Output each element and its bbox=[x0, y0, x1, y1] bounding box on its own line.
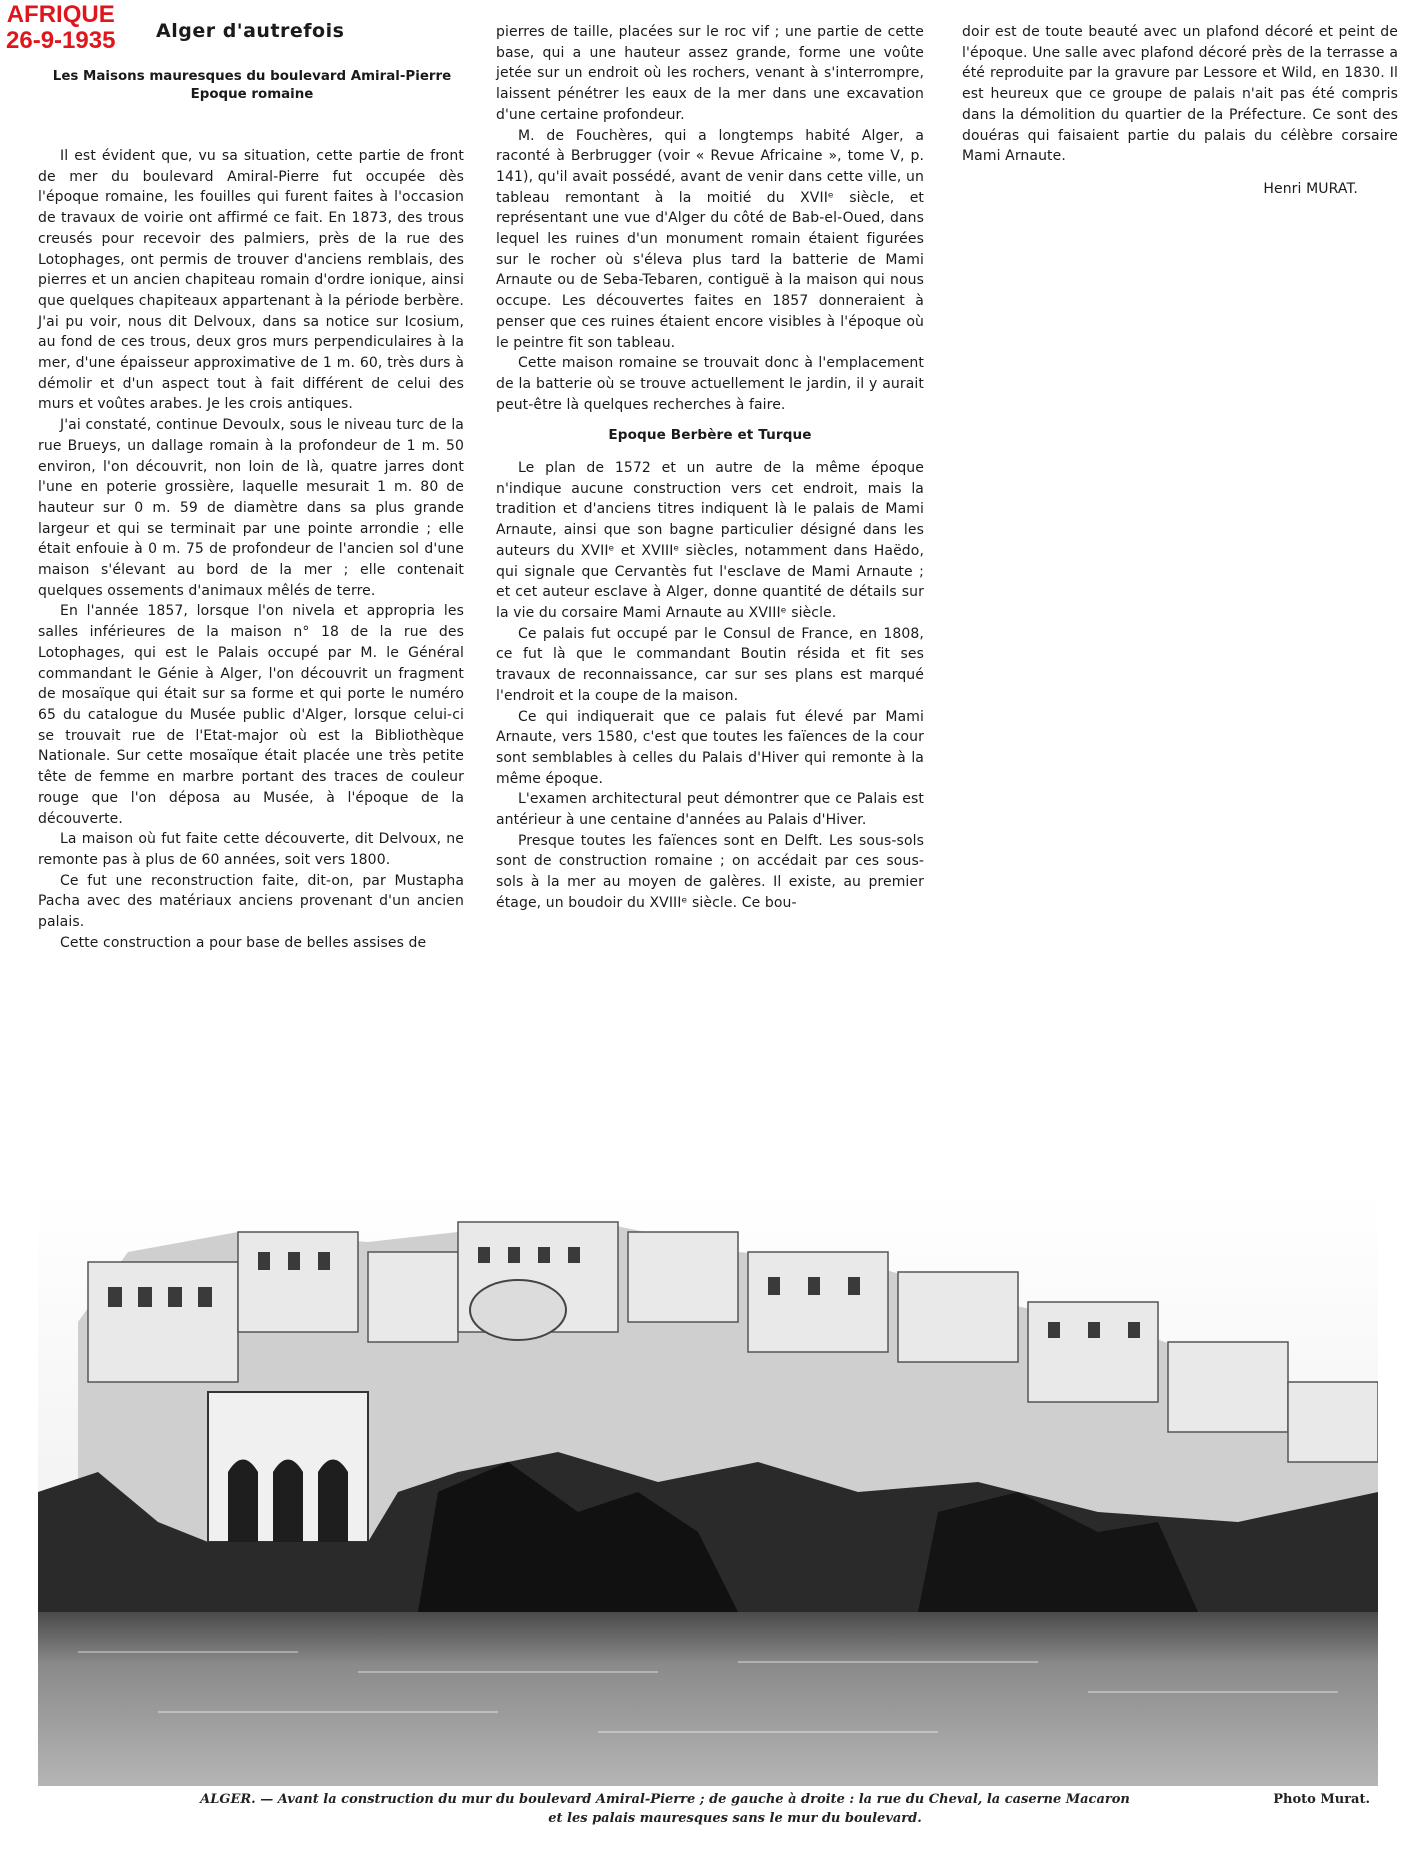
author-signature: Henri MURAT. bbox=[1263, 180, 1358, 197]
paragraph: La maison où fut faite cette découverte, dit Delvoux, ne remonte pas à plus de 60 années, soit vers 1800. bbox=[38, 831, 464, 868]
caption-line-2: et les palais mauresques sans le mur du boulevard. bbox=[548, 1811, 922, 1826]
text-column-3 bbox=[962, 22, 1398, 200]
text-column-2 bbox=[496, 22, 924, 914]
paragraph: En l'année 1857, lorsque l'on nivela et appropria les salles inférieures de la maison n° 18 de la rue des Lotophages, qui est le Palais occupé par M. le Général commandant le Génie à Alger, l'on découvrit un fragment de mosaïque qui était sur sa forme et qui porte le numéro 65 du catalogue du Musée public d'Alger, lorsque celui-ci se trouvait rue de l'Etat-major où est la Bibliothèque Nationale. Sur cette mosaïque était placée une très petite tête de femme en marbre portant des traces de couleur rouge que l'on déposa au Musée, à l'époque de la découverte. bbox=[38, 603, 464, 827]
subtitle-line-2: Epoque romaine bbox=[190, 87, 314, 102]
paragraph: Ce qui indiquerait que ce palais fut élevé par Mami Arnaute, vers 1580, c'est que toutes les faïences de la cour sont semblables à celles du Palais d'Hiver qui remonte à la même époque. bbox=[496, 708, 924, 787]
subtitle-line-1: Les Maisons mauresques du boulevard Amiral-Pierre bbox=[52, 69, 452, 84]
paragraph: Presque toutes les faïences sont en Delft. Les sous-sols sont de construction romaine ; on accédait par ces sous-sols à la mer au moyen de galères. Il existe, au premier étage, un boudoir du XVIIIᵉ siècle. Ce bou- bbox=[496, 832, 924, 911]
newspaper-stamp bbox=[6, 2, 115, 54]
text-column-1 bbox=[38, 146, 464, 953]
paragraph: doir est de toute beauté avec un plafond décoré et peint de l'époque. Une salle avec plafond décoré près de la terrasse a été reproduite par la gravure par Lessore et Wild, en 1830. Il est heureux que ce groupe de palais n'ait pas été compris dans la démolition du quartier de la Préfecture. Ce sont des douéras qui faisaient partie du palais du célèbre corsaire Mami Arnaute. bbox=[962, 24, 1398, 165]
section-heading: Epoque Berbère et Turque bbox=[608, 427, 812, 444]
photo-credit: Photo Murat. bbox=[1273, 1792, 1370, 1807]
paragraph: L'examen architectural peut démontrer que ce Palais est antérieur à une centaine d'années au Palais d'Hiver. bbox=[496, 791, 924, 829]
article-title: Alger d'autrefois bbox=[156, 20, 345, 42]
caption-line-1: ALGER. — Avant la construction du mur du boulevard Amiral-Pierre ; de gauche à droite : la rue du Cheval, la caserne Macaron bbox=[200, 1792, 1130, 1807]
paragraph: M. de Fouchères, qui a longtemps habité Alger, a raconté à Berbrugger (voir « Revue Africaine », tome V, p. 141), qu'il avait possédé, avant de venir dans cette ville, un tableau remontant à la moitié du XVIIᵉ siècle, et représentant une vue d'Alger du côté de Bab-el-Oued, dans lequel les ruines d'un monument romain étaient figurées sur le rocher où s'éleva plus tard la batterie de Mami Arnaute ou de Seba-Tebaren, contiguë à la maison qui nous occupe. Les découvertes faites en 1857 donneraient à penser que ces ruines étaient encore visibles à l'époque où le peintre fit son tableau. bbox=[496, 127, 924, 351]
paragraph: Ce fut une reconstruction faite, dit-on, par Mustapha Pacha avec des matériaux anciens provenant d'un ancien palais. bbox=[38, 872, 464, 931]
stamp-date: 26-9-1935 bbox=[6, 27, 116, 54]
paragraph: Cette construction a pour base de belles assises de bbox=[60, 934, 427, 951]
photo-caption bbox=[100, 1790, 1370, 1828]
paragraph: pierres de taille, placées sur le roc vif ; une partie de cette base, qui a une hauteur assez grande, forme une voûte jetée sur un endroit où les rochers, venant à s'interrompre, laissent pénétrer les eaux de la mer dans une excavation d'une certaine profondeur. bbox=[496, 24, 924, 123]
seafront-photograph bbox=[38, 1192, 1378, 1786]
photo-illustration bbox=[38, 1192, 1378, 1786]
paragraph: J'ai constaté, continue Devoulx, sous le niveau turc de la rue Brueys, un dallage romain à la profondeur de 1 m. 50 environ, l'on découvrit, non loin de là, quatre jarres dont l'une en poterie grossière, laquelle mesurait 1 m. 80 de hauteur sur 0 m. 59 de diamètre dans sa plus grande largeur et qui se terminait par une pointe arrondie ; elle était enfouie à 0 m. 75 de profondeur de l'ancien sol d'une maison s'élevant au bord de la mer ; elle contenait quelques ossements d'animaux mêlés de terre. bbox=[38, 417, 464, 599]
paragraph: Cette maison romaine se trouvait donc à l'emplacement de la batterie où se trouve actuellement le jardin, il y aurait peut-être là quelques recherches à faire. bbox=[496, 355, 924, 413]
article-subtitle bbox=[40, 68, 464, 104]
paragraph: Il est évident que, vu sa situation, cette partie de front de mer du boulevard Amiral-Pierre fut occupée dès l'époque romaine, les fouilles qui furent faites à l'occasion de travaux de voirie ont affirmé ce fait. En 1873, des trous creusés pour recevoir des palmiers, près de la rue des Lotophages, ont permis de trouver d'anciens remblais, des pierres et un ancien chapiteau romain d'ordre ionique, ainsi que quelques chapiteaux appartenant à la période berbère. J'ai pu voir, nous dit Delvoux, dans sa notice sur Icosium, au fond de ces trous, deux gros murs perpendiculaires à la mer, d'une épaisseur approximative de 1 m. 60, très durs à démolir et d'un aspect tout à fait différent de celui des murs et voûtes arabes. Je les crois antiques. bbox=[38, 148, 464, 413]
stamp-title: AFRIQUE bbox=[6, 1, 115, 28]
paragraph: Ce palais fut occupé par le Consul de France, en 1808, ce fut là que le commandant Boutin résida et fit ses travaux de reconnaissance, car sur ses plans est marqué l'endroit et la coupe de la maison. bbox=[496, 625, 924, 704]
paragraph: Le plan de 1572 et un autre de la même époque n'indique aucune construction vers cet endroit, mais la tradition et d'anciens titres indiquent là le palais de Mami Arnaute, ainsi que son bagne particulier désigné dans les auteurs du XVIIᵉ et XVIIIᵉ siècles, notamment dans Haëdo, qui signale que Cervantès fut l'esclave de Mami Arnaute ; et cet auteur esclave à Alger, donne quantité de détails sur la vie du corsaire Mami Arnaute au XVIIIᵉ siècle. bbox=[496, 460, 924, 621]
